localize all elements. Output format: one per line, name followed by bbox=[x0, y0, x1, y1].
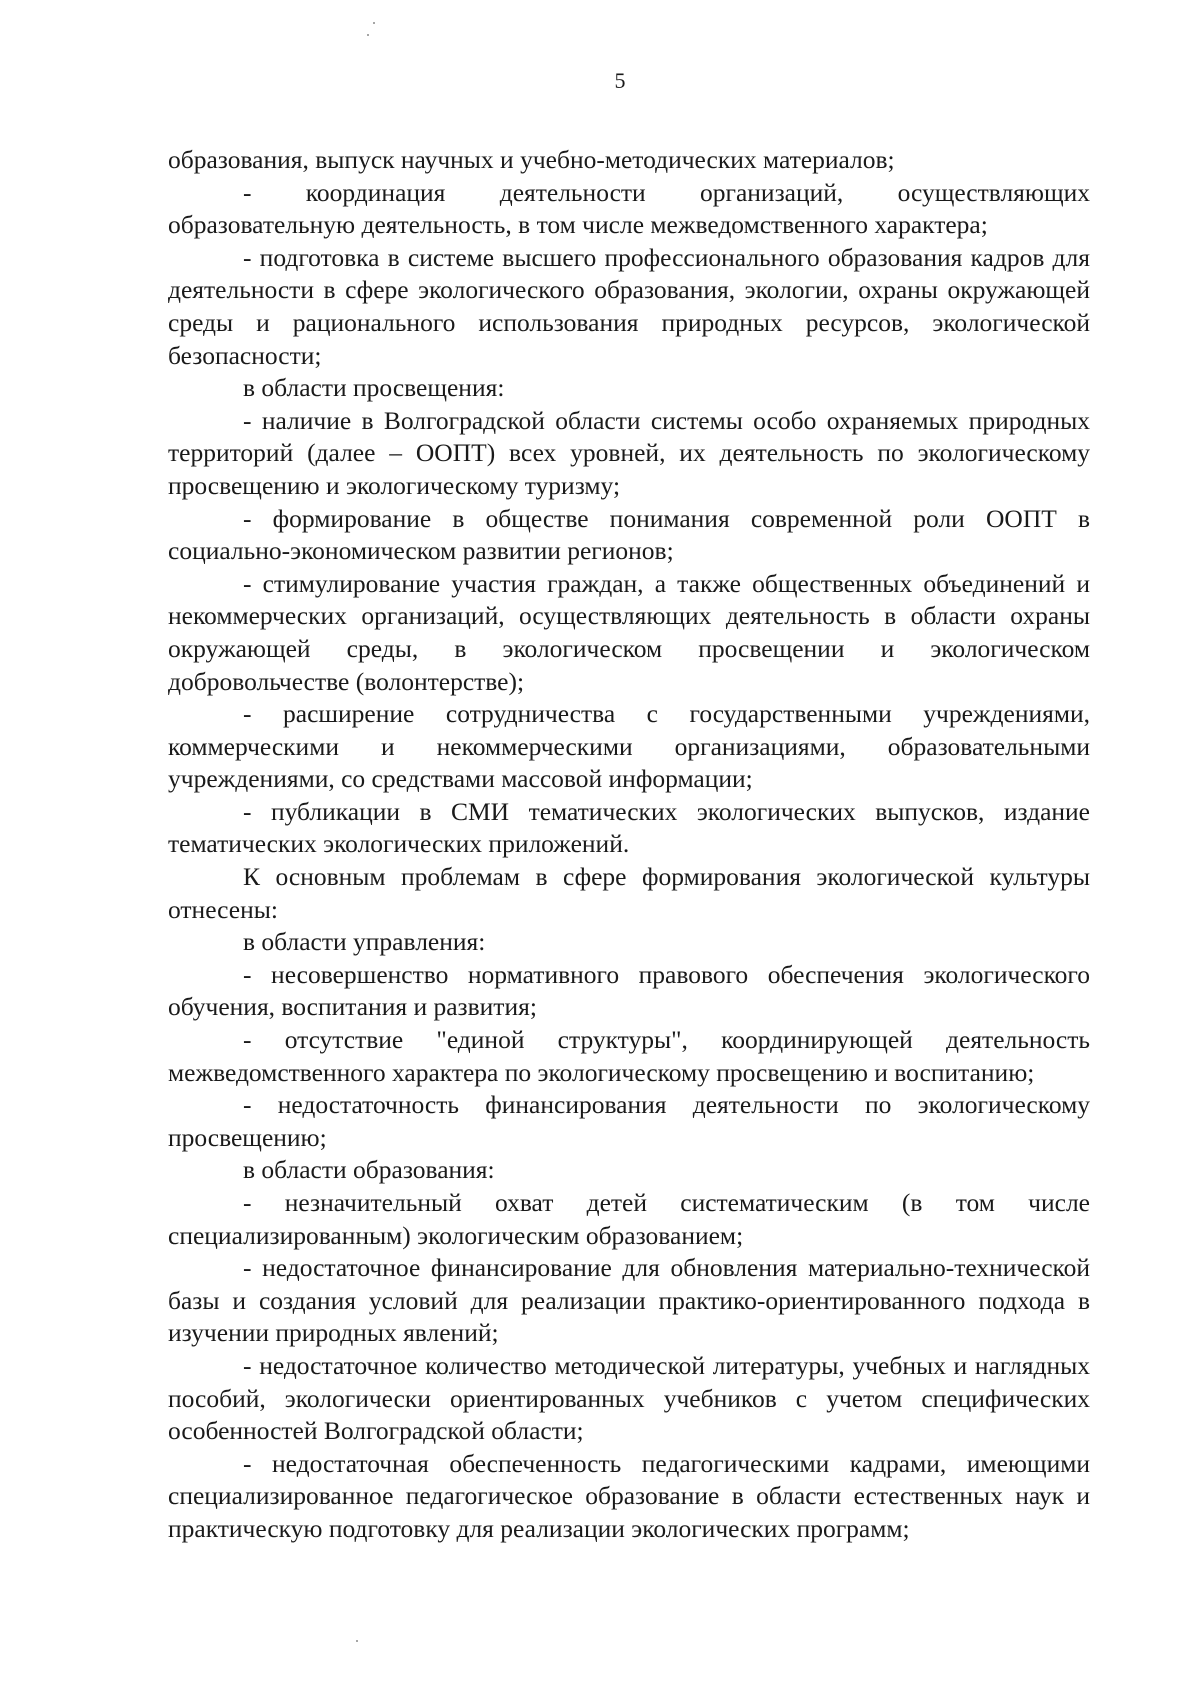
list-item: - недостаточное финансирование для обновления материально-технической базы и создания условий для реализации практико-ориентированного подхода в изучении природных явлений; bbox=[168, 1253, 1090, 1348]
section-label: в области просвещения: bbox=[243, 373, 505, 403]
list-item: - координация деятельности организаций, осуществляющих образовательную деятельность, в том числе межведомственного характера; bbox=[168, 177, 1090, 240]
list-item: - подготовка в системе высшего профессионального образования кадров для деятельности в сфере экологического образования, экологии, охраны окружающей среды и рационального использования природных ресурсов, экологической безопасности; bbox=[168, 242, 1090, 370]
list-item: - отсутствие "единой структуры", координирующей деятельность межведомственного характера по экологическому просвещению и воспитанию; bbox=[168, 1025, 1090, 1087]
list-item: - недостаточное количество методической литературы, учебных и наглядных пособий, экологически ориентированных учебников с учетом специфических особенностей Волгоградской области; bbox=[168, 1350, 1090, 1446]
scan-speck bbox=[356, 1640, 358, 1642]
list-item: - расширение сотрудничества с государственными учреждениями, коммерческими и некоммерческими организациями, образовательными учреждениями, со средствами массовой информации; bbox=[168, 699, 1090, 794]
scan-speck bbox=[373, 22, 375, 24]
list-item: - недостаточность финансирования деятельности по экологическому просвещению; bbox=[168, 1090, 1090, 1152]
section-label: в области управления: bbox=[243, 927, 486, 957]
section-label: в области образования: bbox=[243, 1155, 495, 1185]
document-body bbox=[168, 144, 1090, 1546]
list-item: - несовершенство нормативного правового обеспечения экологического обучения, воспитания и развития; bbox=[168, 959, 1090, 1022]
list-item: - публикации в СМИ тематических экологических выпусков, издание тематических экологических приложений. bbox=[168, 796, 1090, 859]
paragraph: образования, выпуск научных и учебно-методических материалов; bbox=[168, 145, 895, 174]
scan-speck bbox=[367, 34, 369, 36]
page-number: 5 bbox=[614, 68, 626, 93]
list-item: - наличие в Волгоградской области системы особо охраняемых природных территорий (далее – ООПТ) всех уровней, их деятельность по экологическому просвещению и экологическому туризму; bbox=[168, 405, 1090, 500]
list-item: - стимулирование участия граждан, а также общественных объединений и некоммерческих организаций, осуществляющих деятельность в области охраны окружающей среды, в экологическом просвещении и экологическом добровольчестве (волонтерстве); bbox=[168, 568, 1090, 696]
list-item: - формирование в обществе понимания современной роли ООПТ в социально-экономическом развитии регионов; bbox=[168, 503, 1090, 566]
list-item: - недостаточная обеспеченность педагогическими кадрами, имеющими специализированное педагогическое образование в области естественных наук и практическую подготовку для реализации экологических программ; bbox=[168, 1448, 1090, 1543]
list-item: - незначительный охват детей систематическим (в том числе специализированным) экологическим образованием; bbox=[168, 1188, 1090, 1250]
paragraph: К основным проблемам в сфере формирования экологической культуры отнесены: bbox=[168, 862, 1090, 924]
